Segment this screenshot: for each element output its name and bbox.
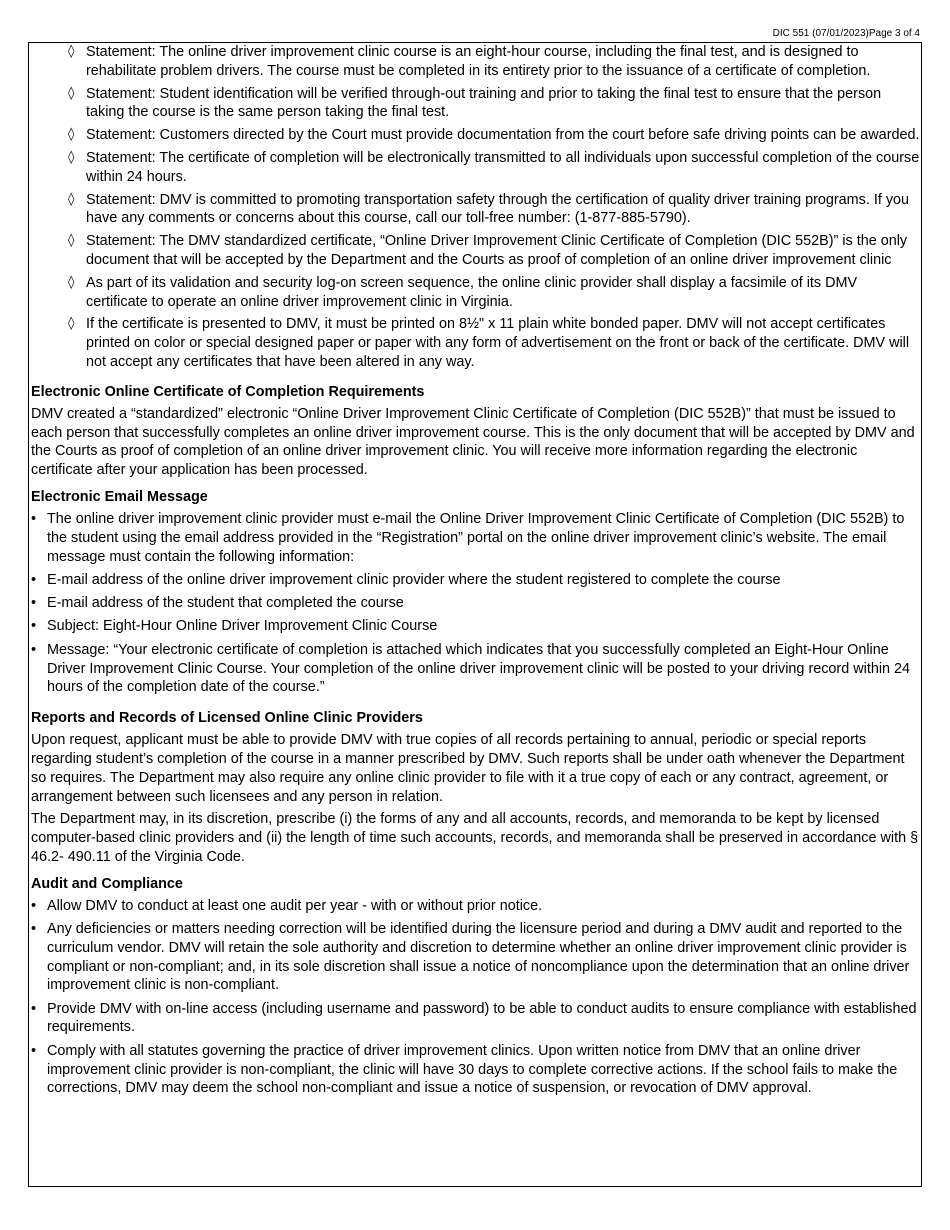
list-item: • Provide DMV with on-line access (including username and password) to be able to conduct audits to ensure compliance with established requirements. [31, 1000, 917, 1036]
email-message-section [31, 488, 920, 697]
reports-records-section [31, 709, 920, 867]
statement-item: ◊ If the certificate is presented to DMV, it must be printed on 8½" x 11 plain white bonded paper. DMV will not accept certificates printed on color or special designed paper or paper with any form of advertisement on the front or back of the certificate. DMV will not accept any certificates that have been altered in any way. [68, 316, 910, 370]
section-body: DMV created a “standardized” electronic “Online Driver Improvement Clinic Certificate of Completion (DIC 552B)” that must be issued to each person that successfully completes an online driver improvement course. This is the only document that will be accepted by DMV and the Courts as proof of completion of an online driver improvement clinic. You will receive more information regarding the electronic certificate after your application has been processed. [31, 405, 915, 479]
diamond-bullet-icon: ◊ [68, 149, 75, 165]
list-item: • Comply with all statutes governing the practice of driver improvement clinics. Upon written notice from DMV that an online driver improvement clinic provider is non-compliant, the clinic will have 30 days to complete corrective actions. If the school fails to make the corrections, DMV may deem the school non-compliant and issue a notice of suspension, or revocation of DMV approval. [31, 1042, 898, 1097]
list-item: • E-mail address of the student that completed the course [31, 595, 404, 612]
section-heading: Reports and Records of Licensed Online Clinic Providers [31, 710, 423, 727]
section-body: Upon request, applicant must be able to provide DMV with true copies of all records pertaining to annual, periodic or special reports regarding student’s completion of the course in a manner prescribed by DMV. Such reports shall be under oath whenever the Department so requires. The Department may also require any online clinic provider to file with it a true copy of each or any contract, agreement, or arrangement between such licensees and any person in relation. [31, 732, 905, 805]
content-frame [28, 42, 922, 1187]
bullet-icon: • [31, 595, 37, 612]
bullet-icon: • [31, 571, 37, 588]
statement-item: ◊ As part of its validation and security log-on screen sequence, the online clinic provider shall display a facsimile of its DMV certificate to operate an online driver improvement clinic in Virginia. [68, 274, 858, 310]
bullet-icon: • [31, 897, 37, 914]
statement-item: ◊ Statement: The online driver improvement clinic course is an eight-hour course, including the final test, and is designed to rehabilitate problem drivers. The course must be completed in its entirety prior to the issuance of a certificate of completion. [68, 44, 871, 79]
audit-requirements-list [31, 897, 920, 1098]
statement-item: ◊ Statement: The DMV standardized certificate, “Online Driver Improvement Clinic Certificate of Completion (DIC 552B)” is the only document that will be accepted by the Department and the Courts as proof of completion of an online driver improvement clinic [68, 233, 908, 268]
statement-item: ◊ Statement: Student identification will be verified through-out training and prior to taking the final test to ensure that the person taking the course is the same person taking the final test. [68, 85, 882, 121]
statement-item: ◊ Statement: Customers directed by the Court must provide documentation from the court before safe driving points can be awarded. [68, 127, 920, 144]
list-item: • Message: “Your electronic certificate of completion is attached which indicates that you successfully completed an Eight-Hour Online Driver Improvement Clinic Course. Your completion of the online driver improvement clinic will be posted to your driving record within 24 hours of the completion date of the course.” [31, 641, 911, 696]
statement-item: ◊ Statement: DMV is committed to promoting transportation safety through the certification of quality driver training programs. If you have any comments or concerns about this course, call our toll-free number: (1-877-885-5790). [68, 191, 910, 227]
section-heading: Audit and Compliance [31, 875, 183, 892]
list-item: • E-mail address of the online driver improvement clinic provider where the student registered to complete the course [31, 571, 781, 588]
bullet-icon: • [31, 920, 37, 937]
list-item: • Allow DMV to conduct at least one audit per year - with or without prior notice. [31, 897, 543, 914]
list-item: • Any deficiencies or matters needing correction will be identified during the licensure period and during a DMV audit and reported to the curriculum vendor. DMV will retain the sole authority and discretion to determine whether an online driver improvement clinic provider is compliant or non-compliant; and, in its sole discretion shall issue a notice of noncompliance upon the determination that an online driver improvement clinic is non-compliant. [31, 920, 910, 994]
diamond-bullet-icon: ◊ [68, 233, 75, 249]
email-requirements-list [31, 510, 920, 697]
diamond-bullet-icon: ◊ [68, 316, 75, 332]
form-identifier: DIC 551 (07/01/2023)Page 3 of 4 [772, 28, 920, 39]
audit-compliance-section [31, 875, 920, 1098]
list-item: • Subject: Eight-Hour Online Driver Improvement Clinic Course [31, 618, 438, 635]
diamond-bullet-icon: ◊ [68, 274, 75, 290]
bullet-icon: • [31, 510, 37, 527]
diamond-bullet-icon: ◊ [68, 85, 75, 101]
electronic-certificate-section [31, 383, 920, 480]
section-heading: Electronic Online Certificate of Completion Requirements [31, 383, 425, 400]
section-body: The Department may, in its discretion, prescribe (i) the forms of any and all accounts, records, and memoranda to be kept by licensed computer-based clinic providers and (ii) the length of time such accounts, records, and memoranda shall be preserved in accordance with § 46.2- 490.11 of the Virginia Code. [31, 811, 919, 865]
diamond-bullet-icon: ◊ [68, 44, 75, 59]
diamond-bullet-icon: ◊ [68, 127, 75, 143]
bullet-icon: • [31, 641, 37, 658]
list-item: • The online driver improvement clinic provider must e-mail the Online Driver Improvement Clinic Certificate of Completion (DIC 552B) to the student using the email address provided in the “Registration” portal on the online driver improvement clinic’s website. The email message must contain the following information: [31, 510, 905, 565]
bullet-icon: • [31, 1000, 37, 1017]
bullet-icon: • [31, 618, 37, 635]
section-heading: Electronic Email Message [31, 488, 208, 505]
bullet-icon: • [31, 1042, 37, 1059]
statement-item: ◊ Statement: The certificate of completion will be electronically transmitted to all individuals upon successful completion of the course within 24 hours. [68, 149, 920, 185]
diamond-bullet-icon: ◊ [68, 191, 75, 207]
statement-list [31, 43, 920, 372]
